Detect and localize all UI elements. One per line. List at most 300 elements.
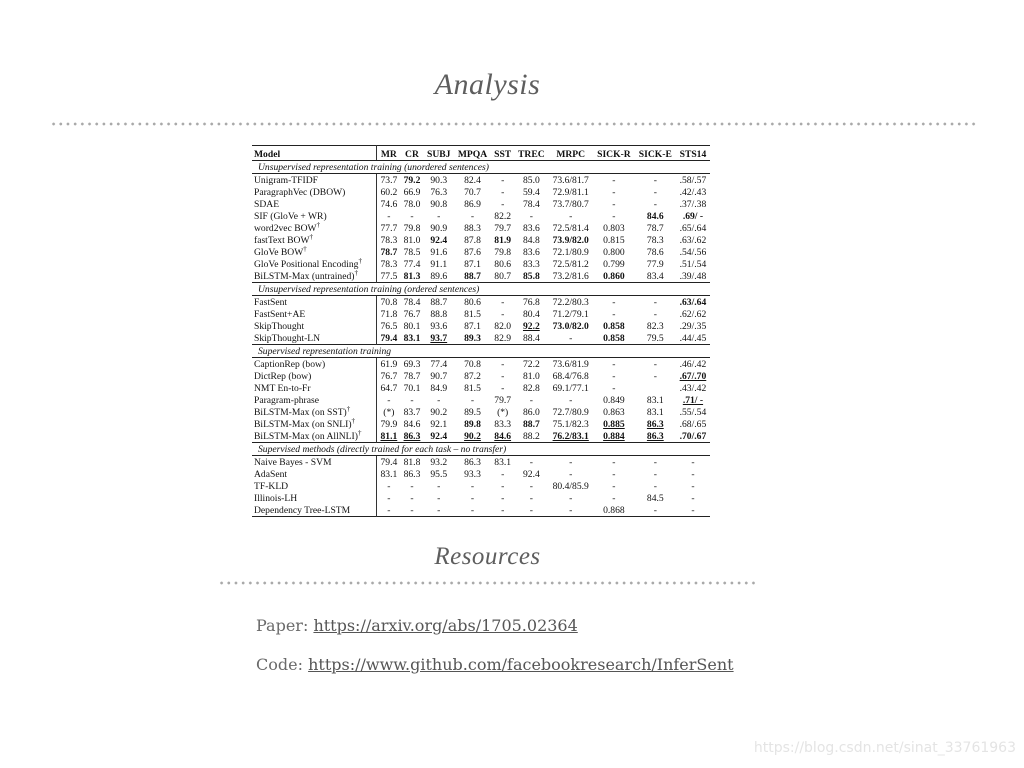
table-cell: - bbox=[653, 358, 657, 370]
table-cell: - bbox=[612, 456, 616, 468]
section-row bbox=[252, 345, 710, 358]
table-cell: 84.8 bbox=[522, 234, 540, 246]
table-cell: - bbox=[387, 504, 391, 516]
table-cell: 81.5 bbox=[464, 308, 481, 320]
table-cell: 72.9/81.1 bbox=[552, 186, 589, 198]
table-cell: - bbox=[501, 198, 505, 210]
table-cell: .71/ - bbox=[682, 394, 704, 406]
model-name bbox=[252, 406, 377, 418]
table-cell: 81.0 bbox=[403, 234, 421, 246]
table-cell: - bbox=[612, 468, 616, 480]
table-row bbox=[252, 468, 710, 480]
dagger-mark: † bbox=[351, 416, 356, 425]
table-cell: 0.803 bbox=[603, 222, 625, 234]
table-cell: 82.2 bbox=[494, 210, 512, 222]
model-label: Naive Bayes - SVM bbox=[254, 456, 332, 468]
table-cell: 0.858 bbox=[603, 320, 625, 332]
table-cell: - bbox=[569, 210, 573, 222]
table-cell: 82.3 bbox=[646, 320, 664, 332]
table-cell: - bbox=[501, 370, 505, 382]
table-cell: - bbox=[529, 492, 533, 504]
table-cell: .39/.48 bbox=[679, 270, 707, 282]
model-name bbox=[252, 258, 377, 270]
model-label: CaptionRep (bow) bbox=[254, 358, 326, 370]
table-cell: 78.7 bbox=[403, 370, 421, 382]
table-cell: - bbox=[501, 186, 505, 198]
table-cell: 73.6/81.7 bbox=[552, 174, 589, 186]
table-body bbox=[252, 161, 710, 517]
table-cell: 91.6 bbox=[430, 246, 448, 258]
table-cell: 79.4 bbox=[380, 456, 398, 468]
model-label: word2vec BOW bbox=[254, 222, 317, 234]
table-row bbox=[252, 308, 710, 320]
model-label: TF-KLD bbox=[254, 480, 289, 492]
dagger-mark: † bbox=[309, 232, 314, 241]
model-name bbox=[252, 430, 377, 443]
table-cell: 83.7 bbox=[403, 406, 421, 418]
table-cell: 78.6 bbox=[646, 246, 664, 258]
table-cell: - bbox=[410, 492, 414, 504]
table-cell: - bbox=[387, 394, 391, 406]
column-header: TREC bbox=[514, 146, 548, 161]
column-header: SICK-E bbox=[635, 146, 676, 161]
model-name bbox=[252, 394, 377, 406]
column-header: MRPC bbox=[548, 146, 593, 161]
table-cell: - bbox=[653, 308, 657, 320]
table-cell: 82.9 bbox=[494, 332, 512, 344]
paper-link[interactable]: https://arxiv.org/abs/1705.02364 bbox=[313, 616, 578, 635]
table-cell: 78.5 bbox=[403, 246, 421, 258]
table-row bbox=[252, 430, 710, 443]
code-link[interactable]: https://www.github.com/facebookresearch/InferSent bbox=[308, 655, 734, 674]
model-label: BiLSTM-Max (on AllNLI) bbox=[254, 430, 358, 442]
table-cell: 71.8 bbox=[380, 308, 398, 320]
code-label: Code: bbox=[256, 655, 303, 674]
table-cell: 82.8 bbox=[522, 382, 540, 394]
table-cell: 59.4 bbox=[522, 186, 540, 198]
table-cell: - bbox=[653, 504, 657, 516]
table-cell: 72.5/81.4 bbox=[552, 222, 589, 234]
model-name bbox=[252, 332, 377, 345]
dagger-mark: † bbox=[316, 220, 321, 229]
table-row bbox=[252, 358, 710, 371]
table-cell: .69/ - bbox=[682, 210, 704, 222]
table-cell: - bbox=[501, 468, 505, 480]
table-cell: 85.8 bbox=[522, 270, 540, 282]
table-cell: - bbox=[612, 370, 616, 382]
table-cell: 76.7 bbox=[380, 370, 398, 382]
table-cell: - bbox=[612, 296, 616, 308]
table-cell: 88.2 bbox=[522, 430, 540, 442]
model-label: FastSent bbox=[254, 296, 288, 308]
table-cell: - bbox=[653, 456, 657, 468]
table-row bbox=[252, 332, 710, 345]
table-cell: .63/.62 bbox=[679, 234, 707, 246]
model-label: GloVe BOW bbox=[254, 246, 304, 258]
table-cell: 81.3 bbox=[403, 270, 421, 282]
table-cell: 86.3 bbox=[464, 456, 481, 468]
table-row bbox=[252, 418, 710, 430]
section-label: Unsupervised representation training (unordered sentences) bbox=[252, 161, 710, 174]
table-cell: - bbox=[437, 210, 441, 222]
table-cell: - bbox=[612, 174, 616, 186]
table-cell: - bbox=[612, 382, 616, 394]
table-cell: 70.1 bbox=[403, 382, 421, 394]
analysis-title: Analysis bbox=[434, 68, 541, 101]
table-cell: 75.1/82.3 bbox=[552, 418, 589, 430]
table-cell: .63/.64 bbox=[679, 296, 707, 308]
table-cell: 0.815 bbox=[603, 234, 625, 246]
table-cell: 70.8 bbox=[380, 296, 398, 308]
table-row bbox=[252, 456, 710, 469]
table-cell: 72.2/80.3 bbox=[552, 296, 589, 308]
table-cell: - bbox=[691, 456, 695, 468]
table-cell: 81.8 bbox=[403, 456, 421, 468]
table-cell: 0.860 bbox=[603, 270, 625, 282]
table-cell: 79.7 bbox=[494, 394, 512, 406]
table-cell: 83.1 bbox=[494, 456, 512, 468]
model-name bbox=[252, 370, 377, 382]
model-name bbox=[252, 468, 377, 480]
table-cell: - bbox=[653, 370, 657, 382]
table-row bbox=[252, 198, 710, 210]
table-cell: 89.6 bbox=[430, 270, 448, 282]
table-row bbox=[252, 394, 710, 406]
table-cell: 73.6/81.9 bbox=[552, 358, 589, 370]
model-label: SkipThought bbox=[254, 320, 305, 332]
table-cell: - bbox=[529, 394, 533, 406]
table-cell: - bbox=[470, 394, 475, 406]
table-cell: 90.2 bbox=[430, 406, 448, 418]
table-cell: - bbox=[612, 492, 616, 504]
dagger-mark: † bbox=[354, 268, 358, 277]
column-header: MPQA bbox=[454, 146, 491, 161]
table-cell: .44/.45 bbox=[679, 332, 707, 344]
table-cell: 87.1 bbox=[464, 320, 481, 332]
table-cell: 88.8 bbox=[430, 308, 448, 320]
table-cell: 76.7 bbox=[403, 308, 421, 320]
table-cell: - bbox=[691, 480, 695, 492]
dotted-divider bbox=[50, 122, 976, 126]
table-row bbox=[252, 270, 710, 283]
table-cell: 86.0 bbox=[522, 406, 540, 418]
column-header: Model bbox=[252, 146, 377, 161]
table-row bbox=[252, 246, 710, 258]
table-row bbox=[252, 370, 710, 382]
table-cell: .37/.38 bbox=[679, 198, 707, 210]
table-cell: 73.7 bbox=[380, 174, 398, 186]
table-cell: 78.0 bbox=[403, 198, 421, 210]
table-cell: 82.0 bbox=[494, 320, 512, 332]
table-cell: 79.8 bbox=[494, 246, 512, 258]
table-cell: - bbox=[501, 358, 505, 370]
table-cell: - bbox=[569, 504, 573, 516]
table-cell: 89.8 bbox=[464, 418, 481, 430]
model-name bbox=[252, 456, 377, 469]
table-cell: - bbox=[410, 210, 414, 222]
table-cell: 83.6 bbox=[522, 246, 540, 258]
table-row bbox=[252, 174, 710, 187]
model-name bbox=[252, 186, 377, 198]
table-cell: 88.7 bbox=[464, 270, 481, 282]
section-row bbox=[252, 443, 710, 456]
table-cell: - bbox=[437, 492, 441, 504]
table-cell: 80.4 bbox=[522, 308, 540, 320]
table-cell: .65/.64 bbox=[679, 222, 707, 234]
model-label: AdaSent bbox=[254, 468, 288, 480]
table-cell: - bbox=[437, 504, 441, 516]
table-row bbox=[252, 258, 710, 270]
section-row bbox=[252, 161, 710, 174]
table-cell: 87.1 bbox=[464, 258, 481, 270]
table-cell: 81.1 bbox=[380, 430, 398, 442]
table-cell: - bbox=[569, 456, 573, 468]
table-cell: - bbox=[501, 308, 505, 320]
table-cell: 76.2/83.1 bbox=[552, 430, 589, 442]
table-cell: .58/.57 bbox=[679, 174, 707, 186]
table-cell: - bbox=[501, 504, 505, 516]
table-cell: 87.8 bbox=[464, 234, 481, 246]
table-cell: 79.8 bbox=[403, 222, 421, 234]
table-cell: .42/.43 bbox=[679, 186, 707, 198]
table-cell: 90.7 bbox=[430, 370, 448, 382]
table-cell: 68.4/76.8 bbox=[552, 370, 589, 382]
table-cell: 64.7 bbox=[380, 382, 398, 394]
table-cell: (*) bbox=[383, 406, 395, 418]
table-cell: 78.3 bbox=[380, 258, 398, 270]
table-cell: 74.6 bbox=[380, 198, 398, 210]
table-cell: 86.3 bbox=[403, 430, 421, 442]
model-name bbox=[252, 492, 377, 504]
table-cell: 78.4 bbox=[403, 296, 421, 308]
table-cell: 83.3 bbox=[522, 258, 540, 270]
paper-label: Paper: bbox=[256, 616, 309, 635]
table-cell: 0.849 bbox=[603, 394, 625, 406]
table-cell: .55/.54 bbox=[679, 406, 707, 418]
table-cell: 90.8 bbox=[430, 198, 448, 210]
model-label: SkipThought-LN bbox=[254, 332, 321, 344]
table-cell: 0.863 bbox=[603, 406, 625, 418]
table-row bbox=[252, 320, 710, 332]
table-cell: - bbox=[569, 332, 573, 344]
table-cell: 88.7 bbox=[430, 296, 448, 308]
table-cell: 69.3 bbox=[403, 358, 421, 370]
model-name bbox=[252, 358, 377, 371]
dagger-mark: † bbox=[346, 404, 351, 413]
table-cell: 79.9 bbox=[380, 418, 398, 430]
table-cell: 73.9/82.0 bbox=[552, 234, 589, 246]
section-label: Supervised representation training bbox=[252, 345, 710, 358]
column-header: CR bbox=[400, 146, 423, 161]
model-label: Illinois-LH bbox=[254, 492, 298, 504]
table-cell: 80.4/85.9 bbox=[552, 480, 589, 492]
table-cell: - bbox=[691, 468, 695, 480]
table-cell: 80.7 bbox=[494, 270, 512, 282]
paper-line bbox=[256, 616, 578, 635]
table-cell: 84.5 bbox=[646, 492, 664, 504]
table-cell: - bbox=[501, 174, 505, 186]
table-cell: 78.3 bbox=[380, 234, 398, 246]
table-cell: 72.1/80.9 bbox=[552, 246, 589, 258]
table-cell: 77.4 bbox=[403, 258, 421, 270]
table-cell: 80.1 bbox=[403, 320, 421, 332]
table-cell: - bbox=[569, 468, 573, 480]
model-label: Unigram-TFIDF bbox=[254, 174, 318, 186]
table-cell: 76.5 bbox=[380, 320, 398, 332]
table-cell: 84.6 bbox=[403, 418, 421, 430]
table-cell: - bbox=[437, 480, 441, 492]
table-cell: 81.5 bbox=[464, 382, 481, 394]
model-name bbox=[252, 320, 377, 332]
table-cell: 90.9 bbox=[430, 222, 448, 234]
model-label: BiLSTM-Max (untrained) bbox=[254, 270, 355, 282]
table-row bbox=[252, 234, 710, 246]
dagger-mark: † bbox=[303, 244, 307, 253]
table-cell: 87.2 bbox=[464, 370, 481, 382]
table-cell: .29/.35 bbox=[679, 320, 707, 332]
table-cell: 83.3 bbox=[494, 418, 512, 430]
table-cell: 79.5 bbox=[646, 332, 664, 344]
table-cell: - bbox=[387, 480, 391, 492]
table-cell: 83.1 bbox=[646, 406, 664, 418]
table-cell: 91.1 bbox=[430, 258, 448, 270]
table-cell: 78.7 bbox=[646, 222, 664, 234]
table-row bbox=[252, 222, 710, 234]
table-cell: - bbox=[529, 210, 533, 222]
model-label: FastSent+AE bbox=[254, 308, 306, 320]
model-name bbox=[252, 270, 377, 283]
table-cell: 70.8 bbox=[464, 358, 481, 370]
table-cell: 78.7 bbox=[380, 246, 398, 258]
table-cell: - bbox=[653, 468, 657, 480]
table-cell: - bbox=[529, 456, 533, 468]
table-cell: 82.4 bbox=[464, 174, 481, 186]
table-cell: - bbox=[470, 210, 475, 222]
table-cell: 93.6 bbox=[430, 320, 448, 332]
model-name bbox=[252, 296, 377, 309]
table-cell: 81.0 bbox=[522, 370, 540, 382]
table-cell: - bbox=[653, 296, 657, 308]
watermark: https://blog.csdn.net/sinat_33761963 bbox=[753, 740, 1016, 756]
table-cell: - bbox=[612, 186, 616, 198]
table-cell: 77.7 bbox=[380, 222, 398, 234]
table-cell: 76.3 bbox=[430, 186, 448, 198]
table-cell: - bbox=[612, 308, 616, 320]
table-row bbox=[252, 406, 710, 418]
table-cell: 85.0 bbox=[522, 174, 540, 186]
table-header-row bbox=[252, 146, 710, 161]
table-cell: .43/.42 bbox=[679, 382, 707, 394]
table-cell: 73.2/81.6 bbox=[552, 270, 589, 282]
model-label: BiLSTM-Max (on SNLI) bbox=[254, 418, 352, 430]
table-cell: 83.1 bbox=[380, 468, 398, 480]
table-cell: 92.4 bbox=[430, 234, 448, 246]
column-header: MR bbox=[377, 146, 401, 161]
table-cell: 73.0/82.0 bbox=[552, 320, 589, 332]
table-cell: 0.868 bbox=[603, 504, 625, 516]
table-cell: - bbox=[569, 394, 573, 406]
table-cell: 83.4 bbox=[646, 270, 664, 282]
table-cell: - bbox=[501, 382, 505, 394]
resources-title: Resources bbox=[434, 543, 541, 570]
code-line bbox=[256, 655, 734, 674]
table-cell: 95.5 bbox=[430, 468, 448, 480]
table-cell: 84.6 bbox=[494, 430, 512, 442]
table-cell: 79.2 bbox=[403, 174, 421, 186]
table-cell: 86.3 bbox=[403, 468, 421, 480]
table-cell: 0.799 bbox=[603, 258, 625, 270]
table-cell: - bbox=[612, 358, 616, 370]
table-row bbox=[252, 186, 710, 198]
table-cell: - bbox=[653, 186, 657, 198]
table-cell: 84.6 bbox=[646, 210, 664, 222]
table-cell: 90.3 bbox=[430, 174, 448, 186]
table-row bbox=[252, 296, 710, 309]
table-cell: 78.4 bbox=[522, 198, 540, 210]
table-cell: 69.1/77.1 bbox=[552, 382, 589, 394]
table-cell bbox=[635, 382, 676, 394]
model-name bbox=[252, 382, 377, 394]
table-cell: 80.6 bbox=[464, 296, 481, 308]
model-name bbox=[252, 210, 377, 222]
table-cell: 86.3 bbox=[646, 418, 664, 430]
table-cell: 87.6 bbox=[464, 246, 481, 258]
table-cell: - bbox=[410, 394, 414, 406]
table-cell: (*) bbox=[497, 406, 509, 418]
column-header: SST bbox=[491, 146, 514, 161]
section-row bbox=[252, 283, 710, 296]
table-cell: - bbox=[410, 480, 414, 492]
table-cell: - bbox=[410, 504, 414, 516]
table-cell: .70/.67 bbox=[679, 430, 707, 442]
table-cell: 79.4 bbox=[380, 332, 398, 344]
table-cell: 73.7/80.7 bbox=[552, 198, 589, 210]
table-row bbox=[252, 504, 710, 517]
table-cell: - bbox=[470, 480, 475, 492]
table-cell: 86.9 bbox=[464, 198, 481, 210]
table-cell: 77.9 bbox=[646, 258, 664, 270]
table-cell: 89.5 bbox=[464, 406, 481, 418]
model-name bbox=[252, 198, 377, 210]
dagger-mark: † bbox=[358, 256, 362, 265]
table-cell: - bbox=[529, 504, 533, 516]
table-cell: 83.1 bbox=[646, 394, 664, 406]
column-header: STS14 bbox=[676, 146, 710, 161]
table-cell: 60.2 bbox=[380, 186, 398, 198]
table-cell: - bbox=[569, 492, 573, 504]
model-label: Dependency Tree-LSTM bbox=[254, 504, 351, 516]
table-cell: - bbox=[691, 504, 695, 516]
model-label: BiLSTM-Max (on SST) bbox=[254, 406, 347, 418]
column-header: SICK-R bbox=[593, 146, 635, 161]
model-name bbox=[252, 234, 377, 246]
table-row bbox=[252, 382, 710, 394]
table-cell: .46/.42 bbox=[679, 358, 707, 370]
table-cell: 89.3 bbox=[464, 332, 481, 344]
table-cell: 92.4 bbox=[430, 430, 448, 442]
table-cell: .67/.70 bbox=[679, 370, 707, 382]
table-cell: - bbox=[470, 504, 475, 516]
table-cell: - bbox=[470, 492, 475, 504]
table-cell: 0.800 bbox=[603, 246, 625, 258]
section-label: Supervised methods (directly trained for each task – no transfer) bbox=[252, 443, 710, 456]
table-cell: - bbox=[691, 492, 695, 504]
table-cell: - bbox=[387, 492, 391, 504]
table-cell: 92.4 bbox=[522, 468, 540, 480]
table-cell: .62/.62 bbox=[679, 308, 707, 320]
table-cell: - bbox=[387, 210, 391, 222]
table-cell: 79.7 bbox=[494, 222, 512, 234]
